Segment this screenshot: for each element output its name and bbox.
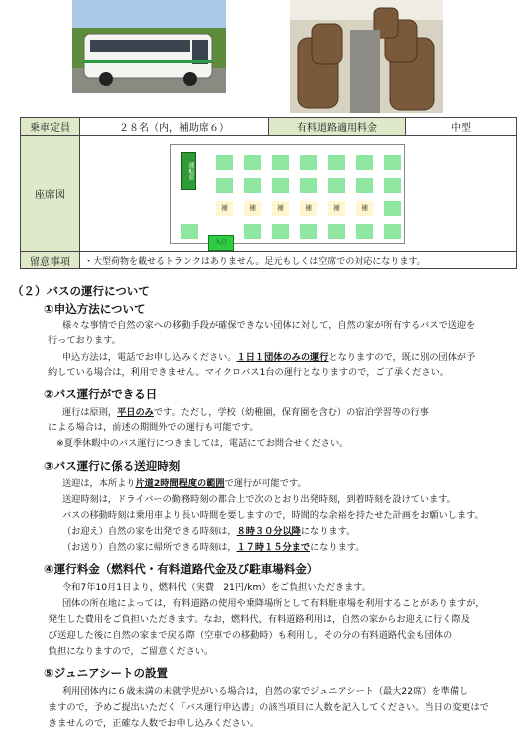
s5-p3: きませんので，正確な人数でお申し込みください。 <box>48 718 260 729</box>
bus-exterior-photo <box>72 0 226 93</box>
capacity-label: 乗車定員 <box>21 118 80 136</box>
notes-label: 留意事項 <box>21 252 80 269</box>
notes-value: ・大型荷物を載せるトランクはありません。足元もしくは空席での対応になります。 <box>80 252 517 269</box>
s5-p1: 利用団体内に６歳未満の未就学児がいる場合は，自然の家でジュニアシート（最大22席）を準備し <box>62 686 469 697</box>
s3-p1 <box>62 476 518 491</box>
s3-p5-emphasis: １７時１５分まで <box>236 542 311 553</box>
s3-p4a: （お迎え）自然の家を出発できる時刻は， <box>62 526 237 537</box>
s4-p3: 発生した費用をご負担いただきます。なお，燃料代，有料道路利用は，自然の家からお迎えに行く際及 <box>48 614 470 625</box>
seat-map <box>170 144 405 244</box>
seat <box>384 155 401 170</box>
seat <box>244 155 261 170</box>
seat <box>384 224 401 239</box>
s3-heading: ③バス運行に係る送迎時刻 <box>44 459 181 473</box>
s3-p4c: になります。 <box>300 526 356 537</box>
s3-p5a: （お送り）自然の家に帰所できる時刻は， <box>62 542 237 553</box>
s3-p5c: になります。 <box>310 542 365 553</box>
s1-p1b: 行っております。 <box>48 335 121 346</box>
s3-p1c: で運行が可能です。 <box>224 478 307 489</box>
toll-label: 有料道路適用料金 <box>269 118 406 136</box>
s2-p1a: 運行は原則， <box>62 407 118 418</box>
seat <box>328 155 345 170</box>
s1-p2a: 申込方法は，電話でお申し込みください。 <box>62 352 237 363</box>
bus-interior-photo <box>290 0 443 113</box>
s3-p1-emphasis: 片道2時間程度の範囲 <box>135 478 225 489</box>
driver-seat: 運転席 <box>181 152 196 190</box>
s3-p4 <box>62 524 518 539</box>
seat <box>300 155 317 170</box>
s5-heading: ⑤ジュニアシートの設置 <box>44 666 169 680</box>
s2-p1-emphasis: 平日のみ <box>117 407 154 418</box>
seat <box>181 224 198 239</box>
seat <box>272 155 289 170</box>
s2-p1 <box>62 405 518 420</box>
s2-heading: ②バス運行ができる日 <box>44 387 158 401</box>
aux-seat: 補 <box>356 201 373 216</box>
s1-p2c: となりますので，既に別の団体が予 <box>328 352 476 363</box>
s1-heading: ①申込方法について <box>44 302 146 316</box>
aux-seat: 補 <box>300 201 317 216</box>
s3-p4-emphasis: ８時３０分以降 <box>236 526 301 537</box>
seat <box>356 155 373 170</box>
s5-p2: ますので，予めご提出いただく「バス運行申込書」の該当項目に人数を記入してください。当日の変更はで <box>48 702 489 713</box>
seat <box>384 178 401 193</box>
seatmap-cell <box>80 136 517 252</box>
seat <box>216 155 233 170</box>
s4-p4: び送迎した後に自然の家まで戻る際（空車での移動時）も利用し，その分の有料道路代金も団体の <box>48 630 453 641</box>
s4-p5: 負担になりますので，ご留意ください。 <box>48 646 214 657</box>
seat <box>356 178 373 193</box>
seat <box>244 224 261 239</box>
seat <box>216 178 233 193</box>
seatmap-label: 座席図 <box>21 136 80 252</box>
bus-info-table <box>20 117 517 269</box>
s3-p2: 送迎時刻は，ドライバーの勤務時刻の都合上で次のとおり出発時刻，到着時刻を設けています。 <box>62 494 456 505</box>
aux-seat: 補 <box>272 201 289 216</box>
s1-p2-emphasis: １日１団体のみの運行 <box>236 352 329 363</box>
seat <box>328 178 345 193</box>
aux-seat: 補 <box>216 201 233 216</box>
s1-p2 <box>62 350 518 365</box>
s1-p1: 様々な事情で自然の家への移動手段が確保できない団体に対して，自然の家が所有するバスで送迎を <box>62 320 476 331</box>
seat <box>384 201 401 216</box>
s4-p2: 団体の所在地によっては，有料道路の使用や乗降場所として有料駐車場を利用することがありますが， <box>62 598 485 609</box>
s2-p2: ※夏季休暇中のバス運行につきましては，電話にてお問合せください。 <box>56 438 349 449</box>
s2-p1d: による場合は，前述の期間外での運行も可能です。 <box>48 422 259 433</box>
seat <box>328 224 345 239</box>
s2-p1c: です。ただし，学校（幼稚園，保育園を含む）の宿泊学習等の行事 <box>153 407 429 418</box>
aux-seat: 補 <box>328 201 345 216</box>
s4-p1: 令和7年10月1日より，燃料代（実費 21円/km）をご負担いただきます。 <box>62 582 371 593</box>
seat <box>300 224 317 239</box>
seat <box>300 178 317 193</box>
toll-value: 中型 <box>406 118 517 136</box>
s3-p3: バスの移動時刻は乗用車より長い時間を要しますので，時間的な余裕を持たせた計画をお願いします。 <box>62 510 484 521</box>
seat <box>272 178 289 193</box>
seat <box>244 178 261 193</box>
s4-heading: ④運行料金（燃料代・有料道路代金及び駐車場料金） <box>44 562 319 576</box>
section-title: （２）バスの運行について <box>12 284 150 298</box>
s3-p5 <box>62 540 518 555</box>
s1-p2d: 約している場合は，利用できません。マイクロバス1台の運行となりますので，ご了承ください。 <box>48 367 449 378</box>
capacity-value: ２８名（内，補助席６） <box>80 118 269 136</box>
seat <box>272 224 289 239</box>
aux-seat: 補 <box>244 201 261 216</box>
s3-p1a: 送迎は，本所より <box>62 478 136 489</box>
seat <box>356 224 373 239</box>
entrance-marker: 入口 <box>208 235 234 251</box>
